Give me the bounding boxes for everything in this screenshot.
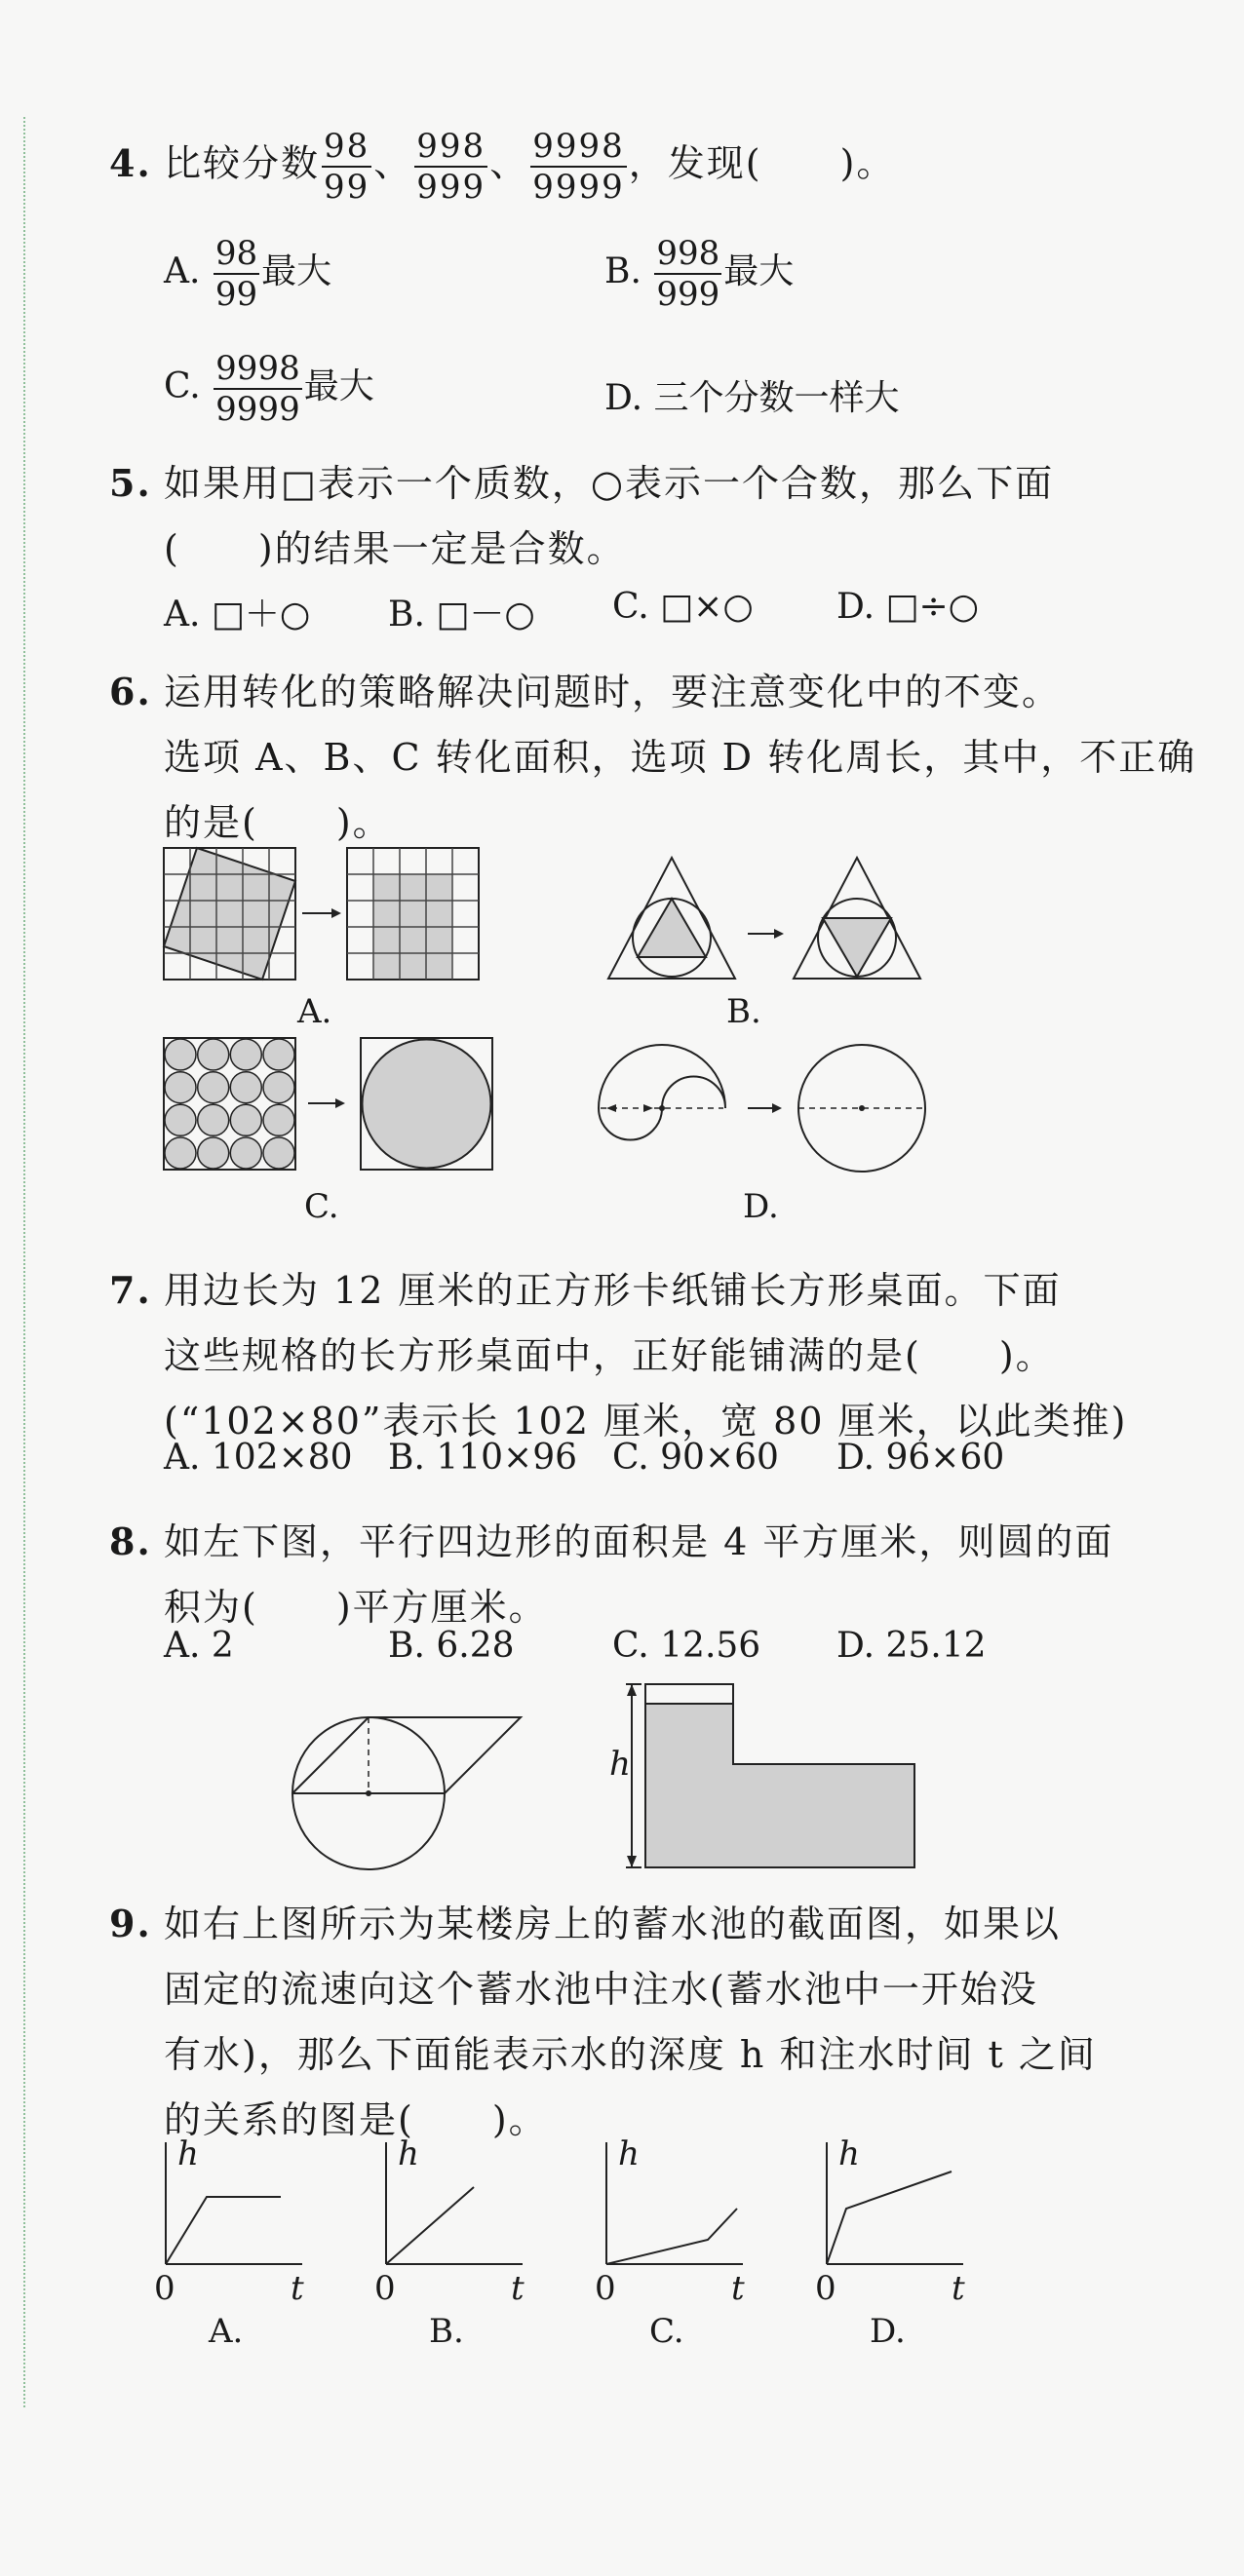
q4-stem-text: 比较分数 bbox=[164, 141, 321, 185]
q7-option-a[interactable]: A. 102×80 bbox=[164, 1438, 353, 1478]
graph-d-origin: 0 bbox=[815, 2269, 836, 2308]
graph-c-axis-h: h bbox=[618, 2134, 640, 2173]
graph-a-axis-t: t bbox=[291, 2269, 304, 2308]
question-number: 7. bbox=[109, 1268, 152, 1312]
question-4-stem: 4. 比较分数 $\frac{98}{99}$ 、 $\frac{998}{999}$ 、 $\frac{9998}{9999}$ ，发现( )。 bbox=[109, 127, 896, 207]
q5-option-b[interactable]: B. □－○ bbox=[388, 595, 535, 634]
q4-option-c[interactable]: C. $\frac{9998}{9999}$ 最大 bbox=[164, 349, 374, 429]
q4-option-b[interactable]: B. $\frac{998}{999}$ 最大 bbox=[604, 234, 795, 314]
q5-option-d[interactable]: D. □÷○ bbox=[836, 587, 980, 627]
graph-b-axis-t: t bbox=[511, 2269, 525, 2308]
q6-figure-c bbox=[164, 1038, 495, 1173]
question-number: 8. bbox=[109, 1519, 152, 1563]
q9-tank-cross-section-figure bbox=[624, 1682, 916, 1877]
q8-option-c[interactable]: C. 12.56 bbox=[612, 1626, 761, 1666]
q6-label-c: C. bbox=[304, 1187, 339, 1226]
q8-option-b[interactable]: B. 6.28 bbox=[388, 1626, 515, 1666]
graph-d-axis-t: t bbox=[952, 2269, 965, 2308]
q4-option-d[interactable]: D. 三个分数一样大 bbox=[604, 378, 900, 418]
q7-option-d[interactable]: D. 96×60 bbox=[836, 1438, 1005, 1478]
tank-height-label: h bbox=[609, 1745, 631, 1784]
q6-figure-d bbox=[597, 1043, 938, 1174]
q6-label-d: D. bbox=[743, 1187, 779, 1226]
graph-a-axis-h: h bbox=[177, 2134, 199, 2173]
question-7-stem: 7. 用边长为 12 厘米的正方形卡纸铺长方形桌面。下面 这些规格的长方形桌面中，正好能铺满的是( )。 (“102×80”表示长 102 厘米，宽 80 厘米，以此类推) bbox=[109, 1257, 1084, 1454]
question-8-stem: 8. 如左下图，平行四边形的面积是 4 平方厘米，则圆的面 积为( )平方厘米。 bbox=[109, 1509, 1084, 1640]
q8-option-a[interactable]: A. 2 bbox=[164, 1626, 234, 1666]
graph-c-axis-t: t bbox=[731, 2269, 745, 2308]
graph-d-axis-h: h bbox=[838, 2134, 860, 2173]
q9-label-a[interactable]: A. bbox=[209, 2312, 244, 2351]
q4-option-a[interactable]: A. $\frac{98}{99}$ 最大 bbox=[164, 234, 332, 314]
fraction: $\frac{98}{99}$ bbox=[324, 127, 370, 207]
question-number: 4. bbox=[109, 140, 152, 185]
q9-label-b[interactable]: B. bbox=[429, 2312, 464, 2351]
q8-option-d[interactable]: D. 25.12 bbox=[836, 1626, 987, 1666]
graph-b-origin: 0 bbox=[374, 2269, 396, 2308]
fraction: $\frac{9998}{9999}$ bbox=[532, 127, 625, 207]
question-9-stem: 9. 如右上图所示为某楼房上的蓄水池的截面图，如果以 固定的流速向这个蓄水池中注水(蓄水池中一开始没 有水)，那么下面能表示水的深度 h 和注水时间 t 之间 的关系的图是( )。 bbox=[109, 1891, 1084, 2153]
question-5-stem: 5. 如果用□表示一个质数，○表示一个合数，那么下面 ( )的结果一定是合数。 bbox=[109, 450, 1084, 582]
q5-option-c[interactable]: C. □×○ bbox=[612, 587, 754, 627]
q6-label-a: A. bbox=[297, 992, 332, 1031]
q4-stem-end: ，发现( )。 bbox=[628, 141, 896, 185]
q7-option-b[interactable]: B. 110×96 bbox=[388, 1438, 578, 1478]
margin-dotted-line bbox=[23, 117, 25, 2407]
question-6-stem: 6. 运用转化的策略解决问题时，要注意变化中的不变。 选项 A、B、C 转化面积，选项 D 转化周长，其中，不正确 的是( )。 bbox=[109, 659, 1084, 856]
q9-label-c[interactable]: C. bbox=[649, 2312, 684, 2351]
graph-b-axis-h: h bbox=[398, 2134, 419, 2173]
graph-a-origin: 0 bbox=[154, 2269, 175, 2308]
q6-figure-b bbox=[608, 858, 940, 984]
q6-figure-a bbox=[164, 848, 486, 989]
q7-option-c[interactable]: C. 90×60 bbox=[612, 1438, 779, 1478]
q5-option-a[interactable]: A. □＋○ bbox=[164, 595, 311, 634]
fraction: $\frac{998}{999}$ bbox=[416, 127, 486, 207]
question-number: 9. bbox=[109, 1902, 152, 1945]
question-number: 6. bbox=[109, 670, 152, 713]
q6-label-b: B. bbox=[726, 992, 761, 1031]
graph-c-origin: 0 bbox=[595, 2269, 616, 2308]
q8-circle-parallelogram-figure bbox=[292, 1696, 526, 1871]
question-number: 5. bbox=[109, 461, 152, 505]
q9-label-d[interactable]: D. bbox=[870, 2312, 906, 2351]
